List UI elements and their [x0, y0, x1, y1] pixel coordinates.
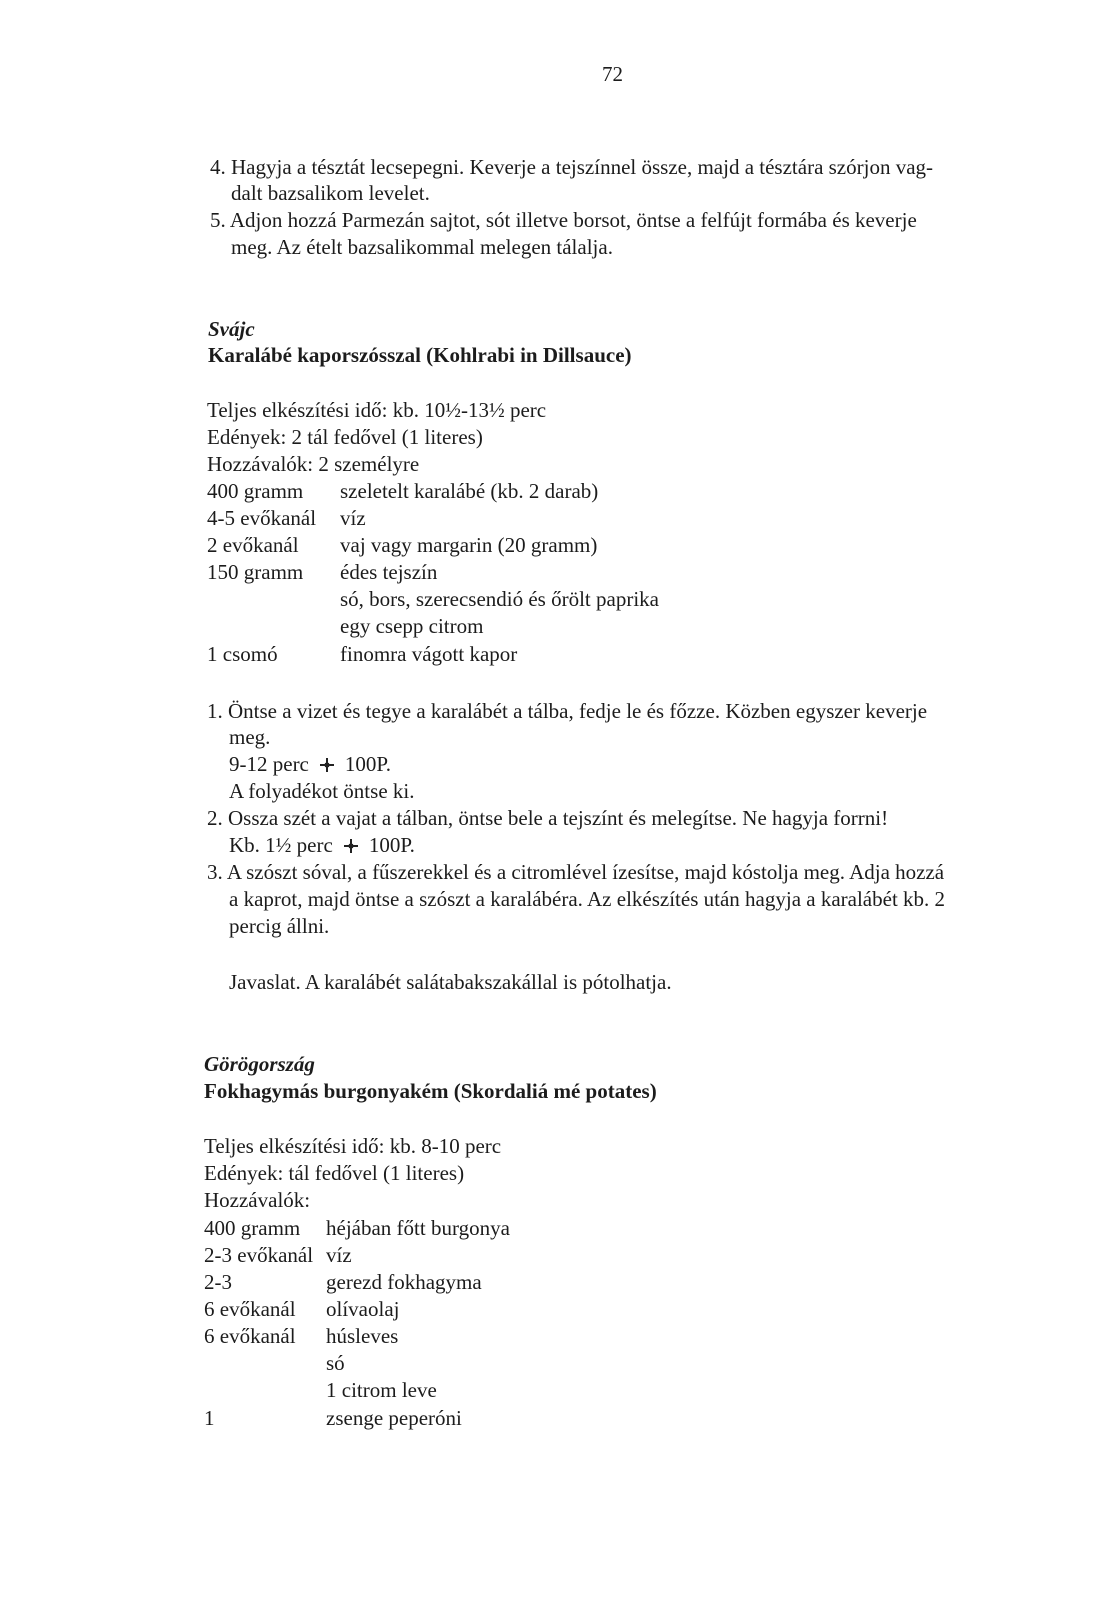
recipe-1-step-2-line-1: 2. Ossza szét a vajat a tálban, öntse bele a tejszínt és melegítse. Ne hagyja forrni! [207, 806, 889, 830]
page-number: 72 [602, 62, 623, 86]
ingredient-qty: 1 csomó [207, 642, 278, 666]
recipe-1-time: Teljes elkészítési idő: kb. 10½-13½ perc [207, 398, 547, 422]
recipe-1-ingredients-label: Hozzávalók: 2 személyre [207, 452, 420, 476]
ingredient-qty: 2 evőkanál [207, 533, 299, 557]
recipe-1-step-1-line-1: 1. Öntse a vizet és tegye a karalábét a tálba, fedje le és főzze. Közben egyszer keverje [207, 699, 928, 723]
ingredient-qty: 400 gramm [207, 479, 304, 503]
power-level: 100P. [368, 833, 415, 857]
ingredient-item: finomra vágott kapor [340, 642, 518, 666]
recipe-1-title: Karalábé kaporszósszal (Kohlrabi in Dillsauce) [208, 343, 632, 367]
ingredient-item: 1 citrom leve [326, 1378, 437, 1402]
recipe-1-step-2-cooking [229, 832, 415, 858]
recipe-1-step-1-line-4: A folyadékot öntse ki. [229, 779, 415, 803]
ingredient-item: szeletelt karalábé (kb. 2 darab) [340, 479, 599, 503]
ingredient-qty: 150 gramm [207, 560, 304, 584]
ingredient-item: víz [326, 1243, 352, 1267]
ingredient-qty: 6 evőkanál [204, 1324, 296, 1348]
microwave-power-icon [323, 761, 331, 769]
step-5-line-2: meg. Az ételt bazsalikommal melegen tálalja. [231, 235, 613, 259]
ingredient-item: vaj vagy margarin (20 gramm) [340, 533, 598, 557]
recipe-2-time: Teljes elkészítési idő: kb. 8-10 perc [204, 1134, 502, 1158]
recipe-2-country: Görögország [204, 1052, 315, 1076]
cooking-time: 9-12 perc [229, 752, 309, 776]
recipe-1-step-3-line-1: 3. A szószt sóval, a fűszerekkel és a citromlével ízesítse, majd kóstolja meg. Adja hozzá [207, 860, 945, 884]
ingredient-item: zsenge peperóni [326, 1406, 462, 1430]
microwave-power-icon [347, 842, 355, 850]
recipe-1-tip: Javaslat. A karalábét salátabakszakállal is pótolhatja. [229, 970, 672, 994]
ingredient-qty: 2-3 evőkanál [204, 1243, 314, 1267]
ingredient-item: só [326, 1351, 345, 1375]
ingredient-qty: 1 [204, 1406, 215, 1430]
ingredient-item: olívaolaj [326, 1297, 400, 1321]
recipe-2-ingredients-label: Hozzávalók: [204, 1188, 311, 1212]
cooking-time: Kb. 1½ perc [229, 833, 333, 857]
ingredient-qty: 4-5 evőkanál [207, 506, 317, 530]
ingredient-item: só, bors, szerecsendió és őrölt paprika [340, 587, 659, 611]
step-4-line-1: 4. Hagyja a tésztát lecsepegni. Keverje a tejszínnel össze, majd a tésztára szórjon vag- [210, 155, 934, 179]
recipe-1-country: Svájc [208, 317, 255, 341]
ingredient-item: héjában főtt burgonya [326, 1216, 510, 1240]
ingredient-item: édes tejszín [340, 560, 438, 584]
ingredient-item: gerezd fokhagyma [326, 1270, 482, 1294]
ingredient-item: húsleves [326, 1324, 399, 1348]
recipe-1-step-1-cooking [229, 751, 391, 777]
recipe-2-title: Fokhagymás burgonyakém (Skordaliá mé potates) [204, 1079, 657, 1103]
ingredient-item: víz [340, 506, 366, 530]
ingredient-qty: 6 evőkanál [204, 1297, 296, 1321]
step-5-line-1: 5. Adjon hozzá Parmezán sajtot, sót illetve borsot, öntse a felfújt formába és keverje [210, 208, 917, 232]
recipe-2-dishes: Edények: tál fedővel (1 literes) [204, 1161, 465, 1185]
recipe-1-dishes: Edények: 2 tál fedővel (1 literes) [207, 425, 483, 449]
recipe-1-step-3-line-3: percig állni. [229, 914, 330, 938]
recipe-1-step-1-line-2: meg. [229, 725, 271, 749]
recipe-1-step-3-line-2: a kaprot, majd öntse a szószt a karalábéra. Az elkészítés után hagyja a karalábét kb. 2 [229, 887, 946, 911]
ingredient-qty: 400 gramm [204, 1216, 301, 1240]
ingredient-qty: 2-3 [204, 1270, 232, 1294]
step-4-line-2: dalt bazsalikom levelet. [231, 181, 430, 205]
power-level: 100P. [344, 752, 391, 776]
ingredient-item: egy csepp citrom [340, 614, 484, 638]
